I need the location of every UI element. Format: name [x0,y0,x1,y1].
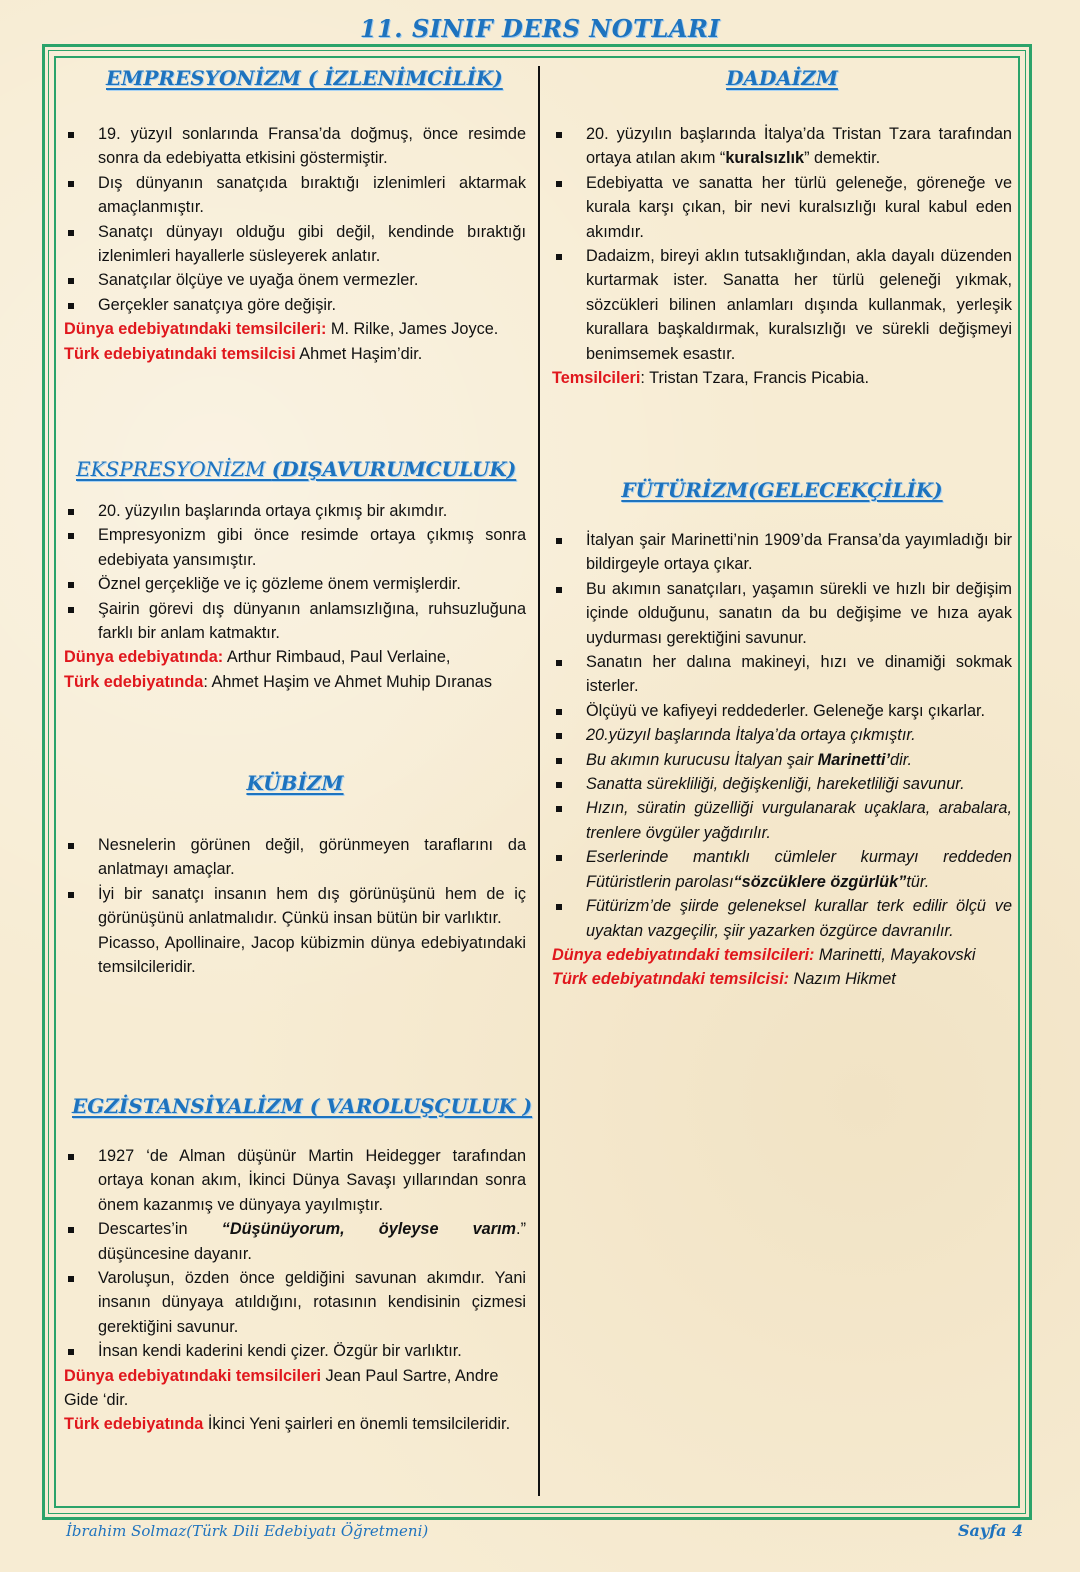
list-item [64,1217,526,1266]
column-divider [538,66,540,1496]
ekspresyonizm-list [64,499,526,645]
list-item: İtalyan şair Marinetti’nin 1909’da Fransa’da yayımladığı bir bildirgeyle ortaya çıkar. [552,528,1012,577]
list-item: Sanatın her dalına makineyi, hızı ve dinamiği sokmak isterler. [552,650,1012,699]
list-item [552,122,1012,171]
ekspresyonizm-turk-reps [64,670,526,694]
item-bold-text: Marinetti’ [817,750,891,769]
list-item: 20. yüzyılın başlarında ortaya çıkmış bir akımdır. [64,499,526,523]
heading-part: EKSPRESYONİZM [76,457,272,481]
item-text: dir. [890,750,913,769]
turk-reps-text: Ahmet Haşim’dir. [295,344,423,363]
world-reps-label: Dünya edebiyatındaki temsilcileri: [64,320,327,339]
dadaizm-heading: DADAİZM [726,66,838,90]
list-item: İnsan kendi kaderini kendi çizer. Özgür bir varlıktır. [64,1339,526,1363]
item-bold-text: “Düşünüyorum, öyleyse varım [221,1220,517,1239]
item-text: .” düşüncesine dayanır. [98,1220,526,1263]
egzistansiyalizm-list [64,1144,526,1364]
list-item: Dış dünyanın sanatçıda bıraktığı izlenimleri aktarmak amaçlanmıştır. [64,171,526,220]
turk-reps-label: Türk edebiyatındaki temsilcisi [64,344,296,363]
item-text: Bu akımın kurucusu İtalyan şair [586,750,818,769]
list-item: Varoluşun, özden önce geldiğini savunan akımdır. Yani insanın dünyaya atıldığını, rotasının kendisinin çizmesi gerektiğini savunur. [64,1266,526,1339]
ekspresyonizm-heading [64,455,526,483]
list-item: Sanatçı dünyayı olduğu gibi değil, kendinde bıraktığı izlenimleri hayallerle süsleyerek anlatır. [64,220,526,269]
list-item: 19. yüzyıl sonlarında Fransa’da doğmuş, önce resimde sonra da edebiyatta etkisini göstermiştir. [64,122,526,171]
list-item: Gerçekler sanatçıya göre değişir. [64,293,526,317]
egzistansiyalizm-turk-reps [64,1412,526,1436]
turk-reps-text: Nazım Hikmet [789,970,896,989]
world-reps-text: Marinetti, Mayakovski [814,945,976,964]
turk-reps-label: Türk edebiyatındaki temsilcisi: [552,970,790,989]
list-item: Nesnelerin görünen değil, görünmeyen taraflarını da anlatmayı amaçlar. [64,833,526,882]
kubizm-heading: KÜBİZM [246,771,344,795]
section-ekspresyonizm [64,455,526,694]
futurizm-turk-reps [552,967,1012,991]
item-text: Descartes’in [98,1220,222,1239]
turk-reps-text: : Ahmet Haşim ve Ahmet Muhip Dıranas [203,672,493,691]
heading-part: (DIŞAVURUMCULUK) [271,457,517,481]
section-dadaizm [552,64,1012,390]
kubizm-list [64,833,526,931]
list-item: Ölçüyü ve kafiyeyi reddederler. Geleneğe karşı çıkarlar. [552,699,1012,723]
section-futurizm [552,476,1012,992]
list-item: Dadaizm, bireyi aklın tutsaklığından, akla dayalı düzenden kurtarmak ister. Sanatta her türlü geleneği yıkmak, sözcükleri bilinen anlamları dışında kullanmak, yerleşik kurallara başkaldırmak, kuralsızlığı ve sürekli değişmeyi benimsemek esastır. [552,244,1012,366]
list-item: Fütürizm’de şiirde geleneksel kurallar terk edilir ölçü ve uyaktan vazgeçilir, şiir yazarken özgürce davranılır. [552,894,1012,943]
item-bold-text: kuralsızlık [725,149,805,168]
list-item: Edebiyatta ve sanatta her türlü geleneğe, göreneğe ve kurala karşı çıkan, bir nevi kuralsızlığı kural kabul eden akımdır. [552,171,1012,244]
futurizm-list [552,528,1012,943]
page-number: Sayfa 4 [958,1521,1024,1540]
section-egzistansiyalizm [64,1092,533,1437]
futurizm-heading: FÜTÜRİZM(GELECEKÇİLİK) [621,478,943,502]
turk-reps-label: Türk edebiyatında [64,672,204,691]
turk-reps-text: İkinci Yeni şairleri en önemli temsilcileridir. [203,1415,511,1434]
list-item: 20.yüzyıl başlarında İtalya’da ortaya çıkmıştır. [552,723,1012,747]
ekspresyonizm-world-reps [64,645,526,669]
list-item [552,845,1012,894]
world-reps-label: Dünya edebiyatında: [64,648,224,667]
list-item: İyi bir sanatçı insanın hem dış görünüşünü hem de iç görünüşünü anlatmalıdır. Çünkü insan bütün bir varlıktır. [64,882,526,931]
list-item [552,748,1012,772]
turk-reps-label: Türk edebiyatında [64,1415,204,1434]
item-text: 20. yüzyılın başlarında İtalya’da Tristan Tzara tarafından ortaya atılan akım “ [586,125,1012,168]
item-bold-text: “sözcüklere özgürlük” [733,872,907,891]
world-reps-label: Dünya edebiyatındaki temsilcileri: [552,945,815,964]
section-kubizm [64,769,526,979]
empresyonizm-world-reps [64,317,526,341]
reps-text: : Tristan Tzara, Francis Picabia. [640,369,870,388]
kubizm-reps: Picasso, Apollinaire, Jacop kübizmin dünya edebiyatındaki temsilcileridir. [98,933,526,977]
page-title: 11. SINIF DERS NOTLARI [359,14,721,43]
list-item: Hızın, süratin güzelliği vurgulanarak uçaklara, arabalara, trenlere övgüler yağdırılır. [552,796,1012,845]
list-item: Sanatta sürekliliği, değişkenliği, hareketliliği savunur. [552,772,1012,796]
list-item: Şairin görevi dış dünyanın anlamsızlığına, ruhsuzluğuna farklı bir anlam katmaktır. [64,597,526,646]
dadaizm-reps [552,366,1012,390]
empresyonizm-list [64,122,526,317]
empresyonizm-turk-reps [64,342,526,366]
list-item: Sanatçılar ölçüye ve uyağa önem vermezler. [64,268,526,292]
egzistansiyalizm-heading: EGZİSTANSİYALİZM ( VAROLUŞÇULUK ) [72,1094,533,1118]
list-item: Öznel gerçekliğe ve iç gözleme önem vermişlerdir. [64,572,526,596]
dadaizm-list [552,122,1012,366]
footer-author: İbrahim Solmaz(Türk Dili Edebiyatı Öğretmeni) [66,1522,429,1540]
reps-label: Temsilcileri [552,369,641,388]
egzistansiyalizm-world-reps [64,1364,526,1413]
section-empresyonizm [64,64,526,366]
item-text: Eserlerinde mantıklı cümleler kurmayı reddeden Fütüristlerin parolası [586,848,1012,891]
list-item: Empresyonizm gibi önce resimde ortaya çıkmış sonra edebiyata yansımıştır. [64,523,526,572]
futurizm-world-reps [552,943,1012,967]
world-reps-text: Arthur Rimbaud, Paul Verlaine, [223,648,451,667]
list-item: 1927 ‘de Alman düşünür Martin Heidegger tarafından ortaya konan akım, İkinci Dünya Savaşı yıllarından sonra önem kazanmış ve dünyaya yayılmıştır. [64,1144,526,1217]
empresyonizm-heading: EMPRESYONİZM ( İZLENİMCİLİK) [106,66,503,90]
list-item: Bu akımın sanatçıları, yaşamın sürekli ve hızlı bir değişim içinde olduğunu, sanatın da bu değişime ve hıza ayak uydurması gerektiğini savunur. [552,577,1012,650]
item-text: ” demektir. [804,149,881,168]
world-reps-text: M. Rilke, James Joyce. [326,320,499,339]
item-text: tür. [906,872,930,891]
world-reps-text: Jean Paul Sartre, Andre Gide ‘dir. [64,1366,499,1410]
world-reps-label: Dünya edebiyatındaki temsilcileri [64,1366,321,1385]
